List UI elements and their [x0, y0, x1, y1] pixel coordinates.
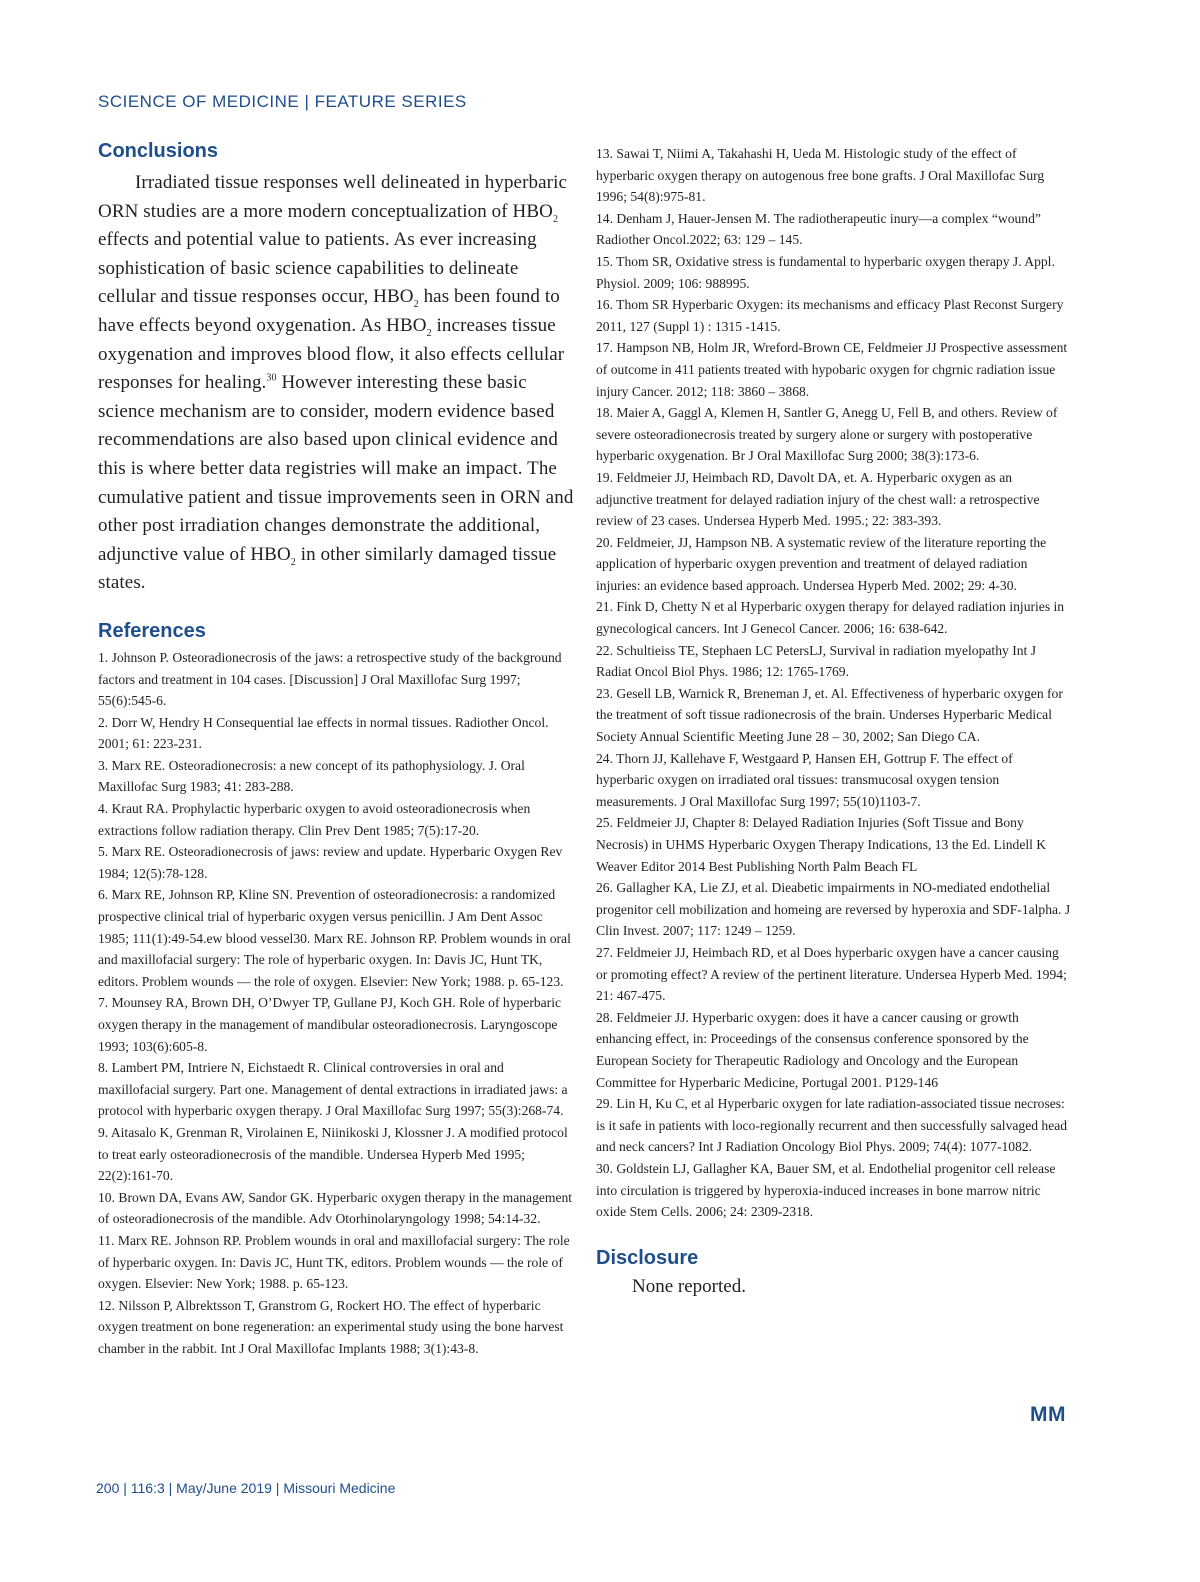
- reference-item: 7. Mounsey RA, Brown DH, O’Dwyer TP, Gullane PJ, Koch GH. Role of hyperbaric oxygen therapy in the management of mandibular osteoradionecrosis. Laryngoscope 1993; 103(6):605-8.: [98, 995, 562, 1054]
- conclusion-text: in other similarly damaged tissue states.: [98, 543, 557, 594]
- conclusion-text: effects and potential value to patients. As ever increasing sophistication of basic science capabilities to delineate cellular and tissue responses occur, HBO: [98, 229, 537, 308]
- reference-item: 25. Feldmeier JJ, Chapter 8: Delayed Radiation Injuries (Soft Tissue and Bony Necrosis) in UHMS Hyperbaric Oxygen Therapy Indications, 13 the Ed. Lindell K Weaver Editor 2014 Best Publishing North Palm Beach FL: [596, 815, 1047, 874]
- reference-item: 26. Gallagher KA, Lie ZJ, et al. Dieabetic impairments in NO-mediated endothelial progenitor cell mobilization and homeing are reversed by hyperoxia and SDF-1alpha. J Clin Invest. 2007; 117: 1249 – 1259.: [596, 880, 1071, 939]
- subscript: 2: [290, 556, 296, 568]
- reference-item: 6. Marx RE, Johnson RP, Kline SN. Prevention of osteoradionecrosis: a randomized prospective clinical trial of hyperbaric oxygen versus penicillin. J Am Dent Assoc 1985; 111(1):49-54.ew blood vessel30. Marx RE. Johnson RP. Problem wounds in oral and maxillofacial surgery: The role of hyperbaric oxygen. In: Davis JC, Hunt TK, editors. Problem wounds — the role of oxygen. Elsevier: New York; 1988. p. 65-123.: [98, 887, 571, 989]
- right-column: [596, 143, 1072, 1298]
- reference-item: 29. Lin H, Ku C, et al Hyperbaric oxygen for late radiation-associated tissue necroses: is it safe in patients with loco-regionally recurrent and then successfully salvaged head and neck cancers? Int J Radiation Oncology Biol Phys. 2009; 74(4): 1077-1082.: [596, 1096, 1068, 1155]
- conclusion-text: However interesting these basic science mechanism are to consider, modern evidence based recommendations are also based upon clinical evidence and this is where better data registries will make an impact. The cumulative patient and tissue improvements seen in ORN and other post irradiation changes demonstrate the additional, adjunctive value of HBO: [98, 372, 574, 565]
- conclusion-text: Irradiated tissue responses well delineated in hyperbaric ORN studies are a more modern conceptualization of HBO: [98, 172, 567, 222]
- page-footer: 200 | 116:3 | May/June 2019 | Missouri Medicine: [96, 1480, 396, 1496]
- reference-item: 15. Thom SR, Oxidative stress is fundamental to hyperbaric oxygen therapy J. Appl. Physiol. 2009; 106: 988995.: [596, 253, 1055, 291]
- reference-item: 16. Thom SR Hyperbaric Oxygen: its mechanisms and efficacy Plast Reconst Surgery 2011, 127 (Suppl 1) : 1315 -1415.: [596, 297, 1064, 334]
- references-heading: References: [98, 619, 206, 642]
- reference-item: 24. Thorn JJ, Kallehave F, Westgaard P, Hansen EH, Gottrup F. The effect of hyperbaric oxygen on irradiated oral tissues: transmucosal oxygen tension measurements. J Oral Maxillofac Surg 1997; 55(10)1103-7.: [596, 750, 1013, 809]
- subscript: 2: [413, 299, 419, 311]
- reference-item: 4. Kraut RA. Prophylactic hyperbaric oxygen to avoid osteoradionecrosis when extractions follow radiation therapy. Clin Prev Dent 1985; 7(5):17-20.: [98, 801, 531, 838]
- reference-item: 30. Goldstein LJ, Gallagher KA, Bauer SM, et al. Endothelial progenitor cell release into circulation is triggered by hyperoxia-induced increases in bone marrow nitric oxide Stem Cells. 2006; 24: 2309-2318.: [596, 1160, 1056, 1220]
- reference-item: 14. Denham J, Hauer-Jensen M. The radiotherapeutic inury—a complex “wound” Radiother Oncol.2022; 63: 129 – 145.: [596, 210, 1041, 248]
- reference-item: 3. Marx RE. Osteoradionecrosis: a new concept of its pathophysiology. J. Oral Maxillofac Surg 1983; 41: 283-288.: [98, 757, 525, 795]
- missouri-medicine-logo: MM: [1030, 1403, 1066, 1426]
- reference-item: 18. Maier A, Gaggl A, Klemen H, Santler G, Anegg U, Fell B, and others. Review of severe osteoradionecrosis treated by surgery alone or surgery with postoperative hyperbaric oxygenation. Br J Oral Maxillofac Surg 2000; 38(3):173-6.: [596, 405, 1058, 464]
- reference-item: 20. Feldmeier, JJ, Hampson NB. A systematic review of the literature reporting the application of hyperbaric oxygen prevention and treatment of delayed radiation injuries: an evidence based approach. Undersea Hyperb Med. 2002; 29: 4-30.: [596, 534, 1047, 593]
- reference-item: 10. Brown DA, Evans AW, Sandor GK. Hyperbaric oxygen therapy in the management of osteoradionecrosis of the mandible. Adv Otorhinolaryngology 1998; 54:14-32.: [98, 1189, 573, 1227]
- reference-item: 13. Sawai T, Niimi A, Takahashi H, Ueda M. Histologic study of the effect of hyperbaric oxygen therapy on autogenous free bone grafts. J Oral Maxillofac Surg 1996; 54(8):975-81.: [596, 146, 1045, 205]
- subscript: 2: [552, 213, 559, 225]
- disclosure-text: None reported.: [632, 1275, 746, 1297]
- left-column: [98, 140, 576, 1360]
- conclusion-text: has been found to have effects beyond oxygenation. As HBO: [98, 286, 560, 336]
- reference-item: 23. Gesell LB, Warnick R, Breneman J, et. Al. Effectiveness of hyperbaric oxygen for the treatment of soft tissue radionecrosis of the brain. Underses Hyperbaric Medical Society Annual Scientific Meeting June 28 – 30, 2002; San Diego CA.: [596, 685, 1063, 745]
- running-head: SCIENCE OF MEDICINE | FEATURE SERIES: [98, 92, 467, 111]
- citation-superscript: 30: [266, 372, 277, 384]
- reference-item: 12. Nilsson P, Albrektsson T, Granstrom G, Rockert HO. The effect of hyperbaric oxygen treatment on bone regeneration: an experimental study using the bone harvest chamber in the rabbit. Int J Oral Maxillofac Implants 1988; 3(1):43-8.: [98, 1297, 564, 1356]
- reference-item: 28. Feldmeier JJ. Hyperbaric oxygen: does it have a cancer causing or growth enhancing effect, in: Proceedings of the consensus conference sponsored by the European Society for Therapeutic Radiology and Oncology and the European Committee for Hyperbaric Medicine, Portugal 2001. P129-146: [596, 1009, 1029, 1090]
- reference-item: 1. Johnson P. Osteoradionecrosis of the jaws: a retrospective study of the background factors and treatment in 104 cases. [Discussion] J Oral Maxillofac Surg 1997; 55(6):545-6.: [98, 649, 562, 709]
- reference-item: 8. Lambert PM, Intriere N, Eichstaedt R. Clinical controversies in oral and maxillofacial surgery. Part one. Management of dental extractions in irradiated jaws: a protocol with hyperbaric oxygen therapy. J Oral Maxillofac Surg 1997; 55(3):268-74.: [98, 1060, 568, 1119]
- reference-item: 22. Schultieiss TE, Stephaen LC PetersLJ, Survival in radiation myelopathy Int J Radiat Oncol Biol Phys. 1986; 12: 1765-1769.: [596, 642, 1036, 680]
- conclusions-heading: Conclusions: [98, 140, 219, 162]
- reference-item: 11. Marx RE. Johnson RP. Problem wounds in oral and maxillofacial surgery: The role of hyperbaric oxygen. In: Davis JC, Hunt TK, editors. Problem wounds — the role of oxygen. Elsevier: New York; 1988. p. 65-123.: [98, 1232, 570, 1292]
- reference-item: 19. Feldmeier JJ, Heimbach RD, Davolt DA, et. A. Hyperbaric oxygen as an adjunctive treatment for delayed radiation injury of the chest wall: a retrospective review of 23 cases. Undersea Hyperb Med. 1995.; 22: 383-393.: [596, 469, 1040, 529]
- reference-item: 5. Marx RE. Osteoradionecrosis of jaws: review and update. Hyperbaric Oxygen Rev 1984; 12(5):78-128.: [98, 844, 563, 881]
- reference-item: 9. Aitasalo K, Grenman R, Virolainen E, Niinikoski J, Klossner J. A modified protocol to treat early osteoradionecrosis of the mandible. Undersea Hyperb Med 1995; 22(2):161-70.: [98, 1124, 568, 1184]
- reference-list-left: [98, 647, 576, 1360]
- subscript: 2: [426, 327, 432, 339]
- conclusions-paragraph: [98, 169, 576, 598]
- reference-item: 21. Fink D, Chetty N et al Hyperbaric oxygen therapy for delayed radiation injuries in gynecological cancers. Int J Genecol Cancer. 2006; 16: 638-642.: [596, 599, 1065, 637]
- conclusion-text: increases tissue oxygenation and improves blood flow, it also effects cellular responses for healing.: [98, 314, 565, 394]
- reference-item: 27. Feldmeier JJ, Heimbach RD, et al Does hyperbaric oxygen have a cancer causing or promoting effect? A review of the pertinent literature. Undersea Hyperb Med. 1994; 21: 467-475.: [596, 944, 1067, 1004]
- reference-item: 17. Hampson NB, Holm JR, Wreford-Brown CE, Feldmeier JJ Prospective assessment of outcome in 411 patients treated with hypobaric oxygen for chgrnic radiation issue injury Cancer. 2012; 118: 3860 – 3868.: [596, 340, 1068, 399]
- reference-item: 2. Dorr W, Hendry H Consequential lae effects in normal tissues. Radiother Oncol. 2001; 61: 223-231.: [98, 714, 549, 752]
- disclosure-heading: Disclosure: [596, 1246, 699, 1269]
- reference-list-right: [596, 143, 1072, 1223]
